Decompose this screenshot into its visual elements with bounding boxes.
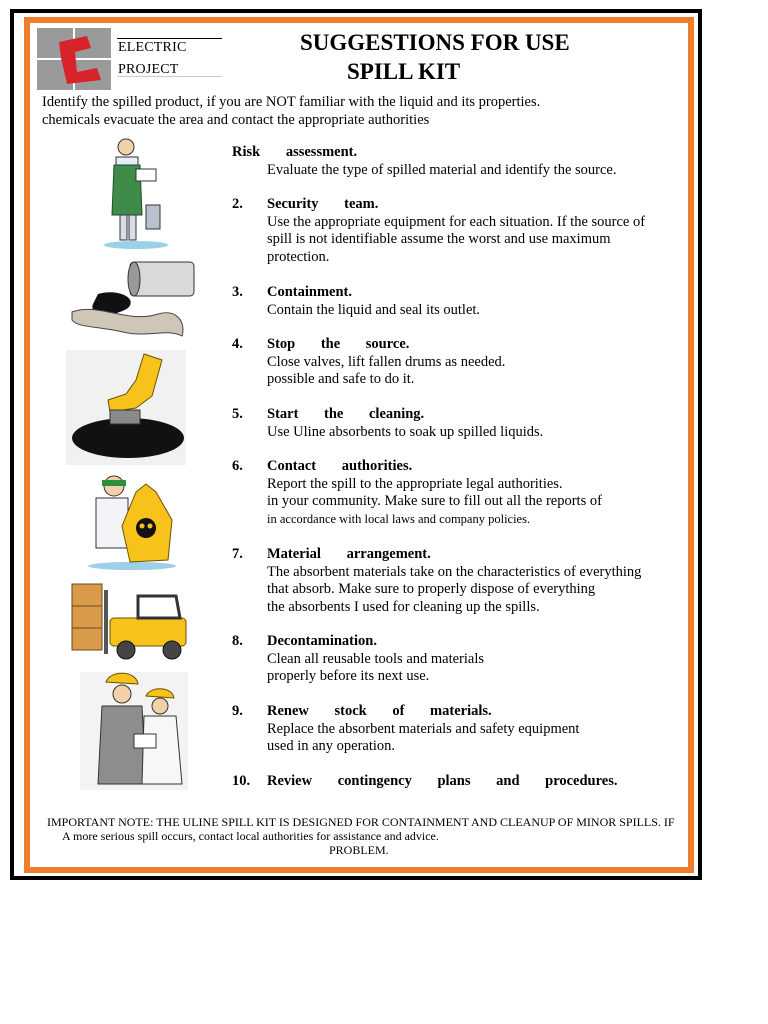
important-note-line-2: A more serious spill occurs, contact local authorities for assistance and advice. [62, 829, 439, 843]
step-heading: Security team. [267, 196, 379, 212]
gloved-hand-icon [66, 350, 186, 465]
step-number: 9. [232, 703, 243, 719]
worker-apron-icon [96, 135, 176, 250]
step-text: Evaluate the type of spilled material and identify the source. [267, 161, 617, 178]
step-text: Close valves, lift fallen drums as needed. [267, 353, 506, 370]
step-number: 5. [232, 406, 243, 422]
important-note-line-1: IMPORTANT NOTE: THE ULINE SPILL KIT IS DESIGNED FOR CONTAINMENT AND CLEANUP OF MINOR SPILLS. IF [47, 815, 675, 829]
step-number: 4. [232, 336, 243, 352]
hazmat-bag-icon [82, 470, 184, 570]
step-text: used in any operation. [267, 738, 396, 754]
step-number: 3. [232, 284, 243, 300]
step-number: 2. [232, 196, 243, 212]
step-number: 10. [232, 773, 251, 789]
logo-text-line1: ELECTRIC [118, 40, 187, 55]
step-decontamination [232, 633, 682, 686]
step-security-team [232, 196, 682, 266]
step-number: 6. [232, 458, 243, 474]
step-text: that absorb. Make sure to properly dispose of everything [267, 581, 596, 597]
step-text: Clean all reusable tools and materials [267, 650, 485, 667]
step-heading: Containment. [267, 284, 352, 300]
step-text: in accordance with local laws and company policies. [267, 511, 531, 526]
step-heading: Review contingency plans and procedures. [267, 773, 618, 789]
step-risk-assessment [232, 144, 682, 179]
step-heading: Stop the source. [267, 336, 410, 352]
step-material-arrangement [232, 546, 682, 616]
page-title: SUGGESTIONS FOR USE [300, 30, 570, 55]
company-logo [37, 28, 227, 90]
step-text: the absorbents I used for cleaning up the spills. [267, 598, 540, 615]
step-text: Contain the liquid and seal its outlet. [267, 301, 481, 318]
forklift-icon [68, 578, 194, 663]
step-heading: Material arrangement. [267, 546, 431, 562]
step-text: Use the appropriate equipment for each situation. If the source of [267, 213, 646, 230]
spilled-drum-icon [68, 258, 198, 348]
step-start-cleaning [232, 406, 682, 441]
engineers-icon [80, 672, 188, 790]
step-renew-stock [232, 703, 682, 756]
step-text: spill is not identifiable assume the worst and use maximum [267, 231, 611, 247]
step-heading: Risk assessment. [232, 144, 358, 160]
step-containment [232, 284, 682, 319]
step-heading: Start the cleaning. [267, 406, 425, 422]
step-heading: Decontamination. [267, 633, 377, 649]
step-text: Replace the absorbent materials and safety equipment [267, 720, 580, 737]
step-number: 8. [232, 633, 243, 649]
step-heading: Renew stock of materials. [267, 703, 492, 719]
step-text: possible and safe to do it. [267, 371, 415, 387]
step-text: The absorbent materials take on the characteristics of everything [267, 563, 642, 580]
intro-line-2: chemicals evacuate the area and contact the appropriate authorities [42, 112, 430, 128]
step-text: protection. [267, 248, 330, 265]
page-subtitle: SPILL KIT [347, 59, 461, 84]
step-text: Report the spill to the appropriate legal authorities. [267, 475, 563, 492]
step-review-plans [232, 773, 682, 791]
important-note-line-3: PROBLEM. [329, 843, 389, 857]
step-heading: Contact authorities. [267, 458, 413, 474]
step-text: in your community. Make sure to fill out all the reports of [267, 493, 602, 509]
step-text: properly before its next use. [267, 668, 430, 684]
step-number: 7. [232, 546, 243, 562]
step-stop-source [232, 336, 682, 389]
intro-line-1: Identify the spilled product, if you are NOT familiar with the liquid and its properties. [42, 94, 541, 110]
step-contact-authorities [232, 458, 682, 528]
logo-text-line2: PROJECT [118, 62, 179, 77]
step-text: Use Uline absorbents to soak up spilled liquids. [267, 423, 544, 440]
